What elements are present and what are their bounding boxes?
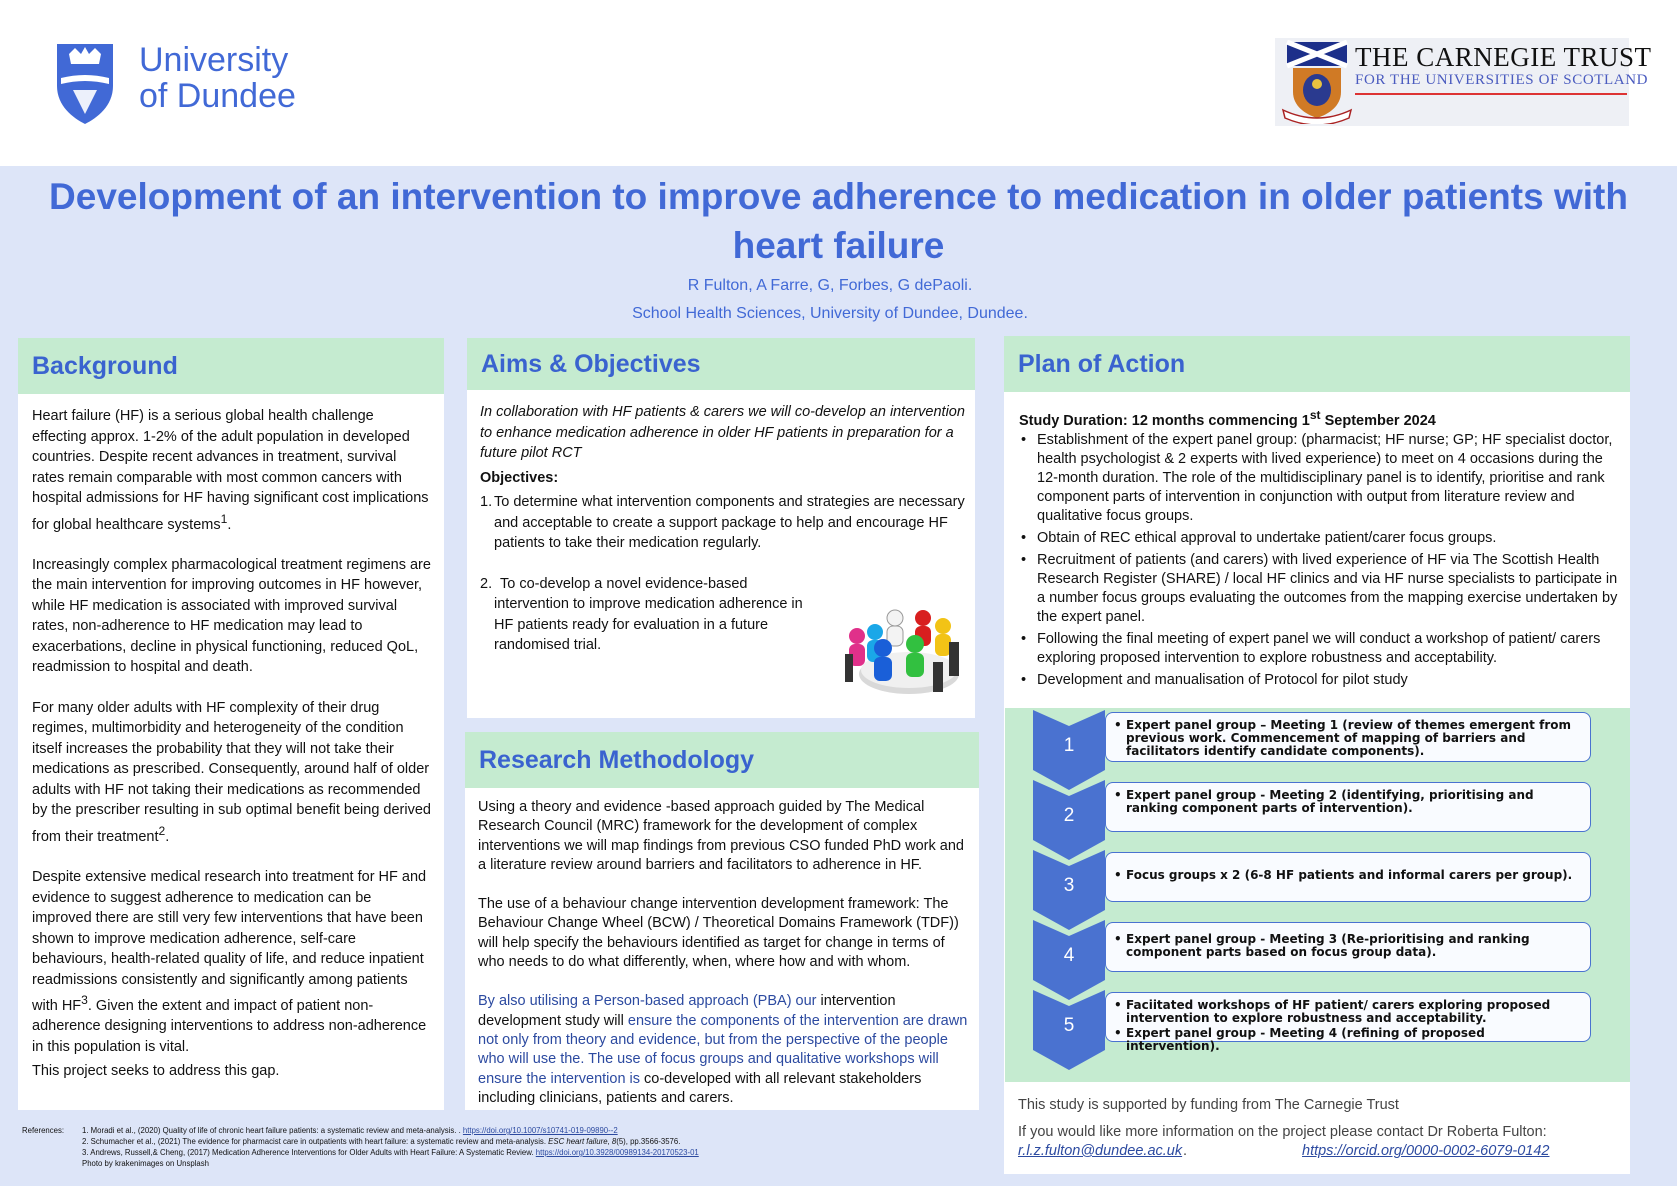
objectives-label: Objectives:: [480, 469, 559, 486]
email-link[interactable]: r.l.z.fulton@dundee.ac.uk: [1018, 1143, 1183, 1159]
university-name: [139, 42, 296, 114]
process-steps: [1005, 708, 1630, 1082]
carnegie-subtitle: FOR THE UNIVERSITIES OF SCOTLAND: [1355, 72, 1649, 88]
step-box: • Focus groups x 2 (6-8 HF patients and informal carers per group).: [1105, 852, 1591, 902]
university-name-line1: University: [139, 41, 289, 79]
carnegie-divider: [1355, 93, 1627, 95]
step-box: • Expert panel group - Meeting 2 (identifying, prioritising and ranking component parts of intervention).: [1105, 782, 1591, 832]
plan-bullet: • Development and manualisation of Protocol for pilot study: [1019, 671, 1619, 690]
methodology-paragraph: By also utilising a Person-based approach (PBA) our intervention development study will ensure the components of the intervention are drawn not only from theory and evidence, but from the perspective of the people who will use the. The use of focus groups and qualitative workshops will ensure the intervention is co-developed with all relevant stakeholders including clinicians, patients and carers.: [478, 993, 968, 1106]
background-body: [32, 406, 432, 1102]
team-meeting-image: [837, 596, 977, 706]
reference-item: 1. Moradi et al., (2020) Quality of life of chronic heart failure patients: a systematic review and meta-analysis. . https://doi.org/10.1007/s10741-019-09890--2: [82, 1126, 618, 1135]
process-step: 5 • Faciitated workshops of HF patient/ carers exploring proposed intervention to explore robustness and acceptability. • Expert panel group - Meeting 4 (refining of proposed intervention).: [1033, 990, 1593, 1060]
background-heading: Background: [18, 338, 444, 394]
orcid-link[interactable]: https://orcid.org/0000-0002-6079-0142: [1302, 1143, 1550, 1159]
poster-authors: R Fulton, A Farre, G, Forbes, G dePaoli.: [687, 277, 973, 294]
university-of-dundee-logo: [55, 42, 385, 126]
plan-bullet: • Obtain of REC ethical approval to undertake patient/carer focus groups.: [1019, 529, 1619, 548]
plan-bullet-list: [1019, 431, 1619, 690]
university-name-line2: of Dundee: [139, 77, 296, 115]
methodology-heading: Research Methodology: [465, 732, 979, 788]
objective-item: 2. To co-develop a novel evidence-based intervention to improve medication adherence in HF patients ready for evaluation in a future randomised trial.: [480, 575, 803, 653]
carnegie-trust-logo: [1275, 38, 1652, 126]
methodology-paragraph: Using a theory and evidence -based approach guided by The Medical Research Council (MRC) framework for the development of complex interventions we will map findings from previous CSO funded PhD work and a literature review around barriers and facilitators to adherence in HF.: [478, 799, 964, 873]
objective-item: 1. To determine what intervention components and strategies are necessary and acceptable to create a support package to help and encourage HF patients to take their medication regularly.: [480, 494, 965, 551]
methodology-panel: [465, 732, 979, 1110]
poster-title: Development of an intervention to improve adherence to medication in older patients with heart failure: [49, 176, 1628, 266]
methodology-paragraph: The use of a behaviour change intervention development framework: The Behaviour Change Wheel (BCW) / Theoretical Domains Framework (TDF)) will help specify the behaviours identified as target for change in terms of who needs to do what differently, when, where how and with whom.: [478, 896, 959, 971]
aims-panel: [467, 338, 975, 718]
process-step: 4 • Expert panel group - Meeting 3 (Re-prioritising and ranking component parts based on focus group data).: [1033, 920, 1593, 990]
header-bar: [0, 0, 1677, 166]
background-paragraph: Increasingly complex pharmacological treatment regimens are the main intervention for improving outcomes in HF however, while HF medication is associated with improved survival rates, non-adherence to HF medication may lead to exacerbations, decline in physical functioning, reduced QoL, readmission to hospital and death.: [32, 556, 431, 676]
reference-link[interactable]: https://doi.org/10.3928/00989134-20170523-01: [535, 1148, 699, 1157]
funding-note: This study is supported by funding from The Carnegie Trust: [1018, 1097, 1399, 1113]
contact-links: [1018, 1142, 1624, 1161]
plan-bullet: • Establishment of the expert panel group: (pharmacist; HF nurse; GP; HF specialist doctor, health psychologist & 2 experts with lived experience) to meet on 4 occasions during the 12-month duration. The role of the multidisciplinary panel is to identify, prioritise and rank component parts of intervention in conjunction with output from literature review and qualitative focus groups.: [1019, 431, 1619, 526]
background-paragraph: For many older adults with HF complexity of their drug regimes, multimorbidity and heterogeneity of the condition itself increases the probability that they will not take their medications as prescribed. Consequently, around half of older adults with HF not taking their medications as recommended by the prescriber resulting in sub optimal benefit being derived from their treatment$^2$.: [32, 699, 431, 845]
background-paragraph: Despite extensive medical research into treatment for HF and evidence to suggest adherence to medication can be improved there are still very few interventions that have been shown to improve medication adherence, self-care behaviours, health-related quality of life, and reduce inpatient readmissions consistently and significantly among patients with $HF^3$. Given the extent and impact of patient non-adherence designing interventions to address non-adherence in this population is vital.: [32, 869, 427, 1055]
contact-note: If you would like more information on the project please contact Dr Roberta Fulton:: [1018, 1124, 1547, 1140]
aims-heading: Aims & Objectives: [467, 338, 975, 390]
methodology-body: [478, 798, 974, 1108]
background-paragraph: Heart failure (HF) is a serious global health challenge effecting approx. 1-2% of the adult population in developed countries. Despite recent advances in treatment, survival rates remain comparable with most common cancers with hospital admissions for HF having significant cost implications for global healthcare systems$^1$.: [32, 408, 429, 533]
photo-credit: Photo by krakenimages on Unsplash: [82, 1159, 209, 1168]
reference-link[interactable]: https://doi.org/10.1007/s10741-019-09890--2: [462, 1126, 618, 1135]
plan-bullet: • Following the final meeting of expert panel we will conduct a workshop of patient/ carers exploring proposed intervention to explore robustness and acceptability.: [1019, 630, 1619, 668]
poster-affiliation: School Health Sciences, University of Dundee, Dundee.: [632, 305, 1028, 322]
references-list: [82, 1125, 782, 1169]
process-step: 3 • Focus groups x 2 (6-8 HF patients and informal carers per group).: [1033, 850, 1593, 920]
study-duration: Study Duration: 12 months commencing 1st September 2024: [1019, 408, 1436, 429]
plan-body: [1019, 406, 1619, 693]
carnegie-title: THE CARNEGIE TRUST: [1355, 42, 1652, 72]
step-box: • Expert panel group – Meeting 1 (review of themes emergent from previous work. Commencement of mapping of barriers and facilitators identify candidate components).: [1105, 712, 1591, 762]
background-panel: [18, 338, 444, 1110]
background-paragraph: This project seeks to address this gap.: [32, 1063, 280, 1080]
carnegie-crest-icon: [1279, 40, 1355, 124]
reference-item: 2. Schumacher et al., (2021) The evidence for pharmacist care in outpatients with heart failure: a systematic review and meta-analysis. ESC heart failure, 8(5), pp.3566-3576.: [82, 1137, 681, 1146]
plan-heading: Plan of Action: [1004, 336, 1630, 392]
university-shield-icon: [55, 42, 115, 126]
step-box: • Faciitated workshops of HF patient/ carers exploring proposed intervention to explore robustness and acceptability. • Expert panel group - Meeting 4 (refining of proposed intervention).: [1105, 992, 1591, 1042]
funding-contact: [1018, 1096, 1624, 1161]
process-step: 2 • Expert panel group - Meeting 2 (identifying, prioritising and ranking component parts of intervention).: [1033, 780, 1593, 850]
reference-item: 3. Andrews, Russell,& Cheng, (2017) Medication Adherence Interventions for Older Adults with Heart Failure: A Systematic Review. https://doi.org/10.3928/00989134-20170523-01: [82, 1148, 699, 1157]
aims-intro: In collaboration with HF patients & carers we will co-develop an intervention to enhance medication adherence in older HF patients in preparation for a future pilot RCT: [480, 404, 965, 461]
step-box: • Expert panel group - Meeting 3 (Re-prioritising and ranking component parts based on focus group data).: [1105, 922, 1591, 972]
plan-bullet: • Recruitment of patients (and carers) with lived experience of HF via The Scottish Health Research Register (SHARE) / local HF clinics and via HF nurse specialists to participate in a number focus groups evaluating the outcomes from the mapping exercise undertaken by the expert panel.: [1019, 551, 1619, 627]
references-label: References:: [22, 1126, 65, 1135]
email-trail: .: [1183, 1143, 1188, 1159]
process-step: 1 • Expert panel group – Meeting 1 (review of themes emergent from previous work. Commencement of mapping of barriers and facilitators identify candidate components).: [1033, 710, 1593, 780]
